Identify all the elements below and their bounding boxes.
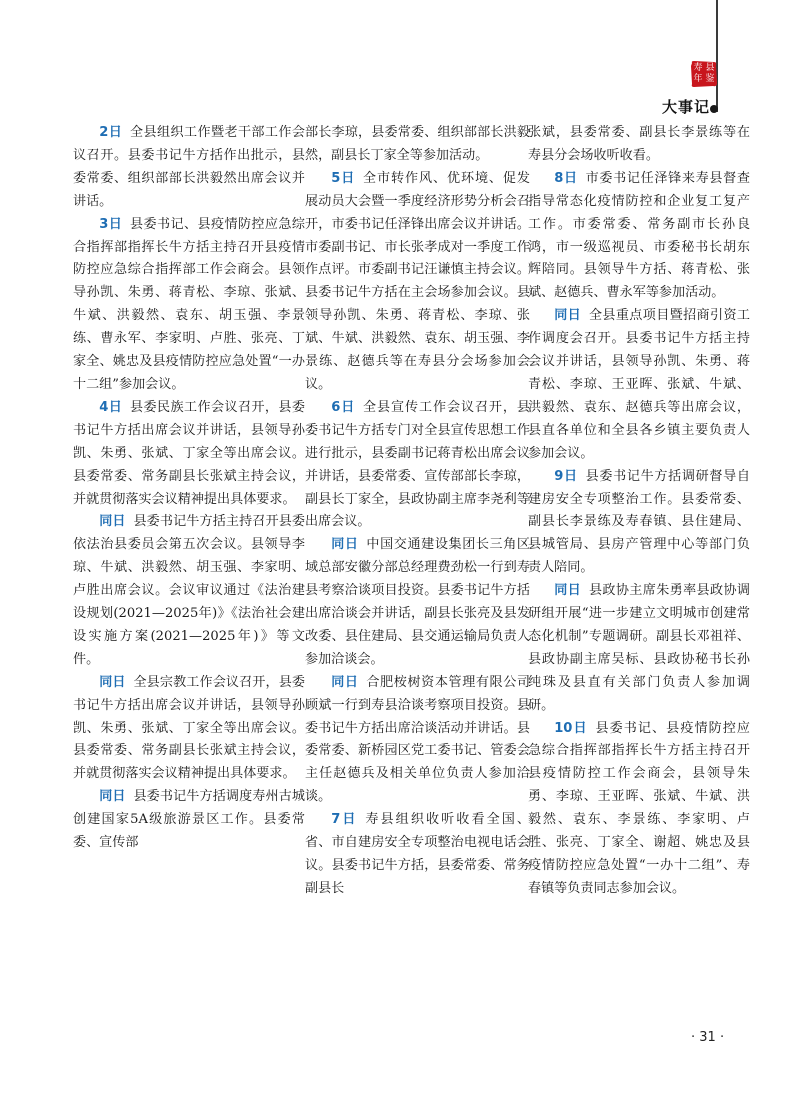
entry-date: 同日 — [331, 674, 359, 690]
entry-date: 同日 — [554, 583, 582, 599]
entry-paragraph — [528, 718, 750, 901]
entry-text: 县委书记、县疫情防控应急综合指挥部指挥长牛方括主持召开县疫情防控工作会商会，县领导朱勇、李琼、王亚晖、张斌、牛斌、洪毅然、袁东、李景练、李家明、卢胜、张亮、丁家全、谢超、姚忠及县疫情防控应急处置“一办十二组”、寿春镇等负责同志参加会议。 — [528, 720, 750, 896]
entry-text: 县委书记牛方括调度寿州古城创建国家5A级旅游景区工作。县委常委、宣传部 — [73, 789, 306, 851]
entry-text: 县政协主席朱勇率县政协调研组开展“进一步建立文明城市创建常态化机制”专题调研。副县长邓祖祥、县政协副主席吴标、县政协秘书长孙纯珠及县直有关部门负责人参加调研。 — [528, 583, 751, 713]
entry-date: 同日 — [331, 537, 359, 553]
entry-paragraph — [73, 397, 305, 512]
entry-paragraph — [73, 672, 305, 787]
entry-paragraph — [305, 672, 530, 809]
entry-text: 寿县组织收听收看全国、省、市自建房安全专项整治电视电话会议。县委书记牛方括，县委常委、常务副县长 — [305, 812, 530, 896]
entry-text: 张斌，县委常委、副县长李景练等在寿县分会场收听收看。 — [528, 125, 750, 163]
section-title: 大事记 — [661, 98, 710, 116]
entry-date: 5日 — [331, 170, 356, 186]
entry-text: 市委书记任泽锋来寿县督查指导常态化疫情防控和企业复工复产工作。市委常委、常务副市长孙良鸿，市一级巡视员、市委秘书长胡东辉陪同。县领导牛方括、蒋青松、张斌、赵德兵、曹永军等参加活动。 — [528, 170, 750, 301]
entry-paragraph — [528, 305, 750, 465]
header-rule — [716, 0, 718, 112]
seal-char: 县 — [705, 63, 715, 73]
seal-char: 年 — [693, 74, 703, 84]
entry-date: 同日 — [99, 514, 126, 530]
entry-text: 县委书记牛方括主持召开县委依法治县委员会第五次会议。县领导李琼、牛斌、洪毅然、胡玉强、李家明、卢胜出席会议。会议审议通过《法治建设规划(2021—2025年)》《法治社会建设实施方案(2021—2025年)》等文件。 — [73, 514, 306, 667]
entry-text: 中国交通建设集团长三角区域总部安徽分部总经理费劲松一行到寿县考察洽谈项目投资。县委书记牛方括出席洽谈会并讲话，副县长张亮及县发改委、县住建局、县交通运输局负责人参加洽谈会。 — [305, 537, 531, 667]
entry-continuation — [305, 122, 530, 168]
entry-text: 县委书记、县疫情防控应急综合指挥部指挥长牛方括主持召开县疫情防控应急综合指挥部工作会商会。县领导孙凯、朱勇、蒋青松、李琼、张斌、牛斌、洪毅然、袁东、胡玉强、李景练、曹永军、李家明、卢胜、张亮、丁家全、姚忠及县疫情防控应急处置“一办十二组”参加会议。 — [73, 216, 305, 392]
entry-text: 全县宗教工作会议召开，县委书记牛方括出席会议并讲话，县领导孙凯、朱勇、张斌、丁家全等出席会议。县委常委、常务副县长张斌主持会议，并就贯彻落实会议精神提出具体要求。 — [73, 674, 306, 782]
entry-text: 全县重点项目暨招商引资工作调度会召开。县委书记牛方括主持会议并讲话，县领导孙凯、朱勇、蒋青松、李琼、王亚晖、张斌、牛斌、洪毅然、袁东、赵德兵等出席会议，县直各单位和全县各乡镇主要负责人参加会议。 — [528, 308, 751, 461]
entry-text: 合肥桉树资本管理有限公司顾斌一行到寿县洽谈考察项目投资。县委书记牛方括出席洽谈活动并讲话。县委常委、新桥园区党工委书记、管委会主任赵德兵及相关单位负责人参加洽谈。 — [305, 674, 531, 805]
text-column-1 — [73, 122, 305, 855]
entry-date: 8日 — [554, 170, 578, 186]
entry-date: 6日 — [331, 399, 356, 415]
entry-date: 同日 — [99, 674, 126, 690]
entry-paragraph — [305, 168, 530, 397]
entry-text: 县委书记牛方括调研督导自建房安全专项整治工作。县委常委、副县长李景练及寿春镇、县住建局、县城管局、县房产管理中心等部门负责人陪同。 — [528, 468, 750, 576]
entry-text: 县委民族工作会议召开，县委书记牛方括出席会议并讲话，县领导孙凯、朱勇、张斌、丁家全等出席会议。县委常委、常务副县长张斌主持会议，并就贯彻落实会议精神提出具体要求。 — [73, 399, 305, 507]
yearbook-seal-icon — [690, 60, 718, 88]
entry-text: 全市转作风、优环境、促发展动员大会暨一季度经济形势分析会召开，市委书记任泽锋出席会议并讲话。市委副书记、市长张孝成对一季度工作作点评。市委副书记汪谦慎主持会议。县委书记牛方括在主会场参加会议。县领导孙凯、朱勇、蒋青松、李琼、张斌、牛斌、洪毅然、袁东、胡玉强、李景练、赵德兵等在寿县分会场参加会议。 — [305, 170, 530, 392]
text-column-3 — [528, 122, 750, 901]
entry-paragraph — [528, 168, 750, 305]
seal-text — [690, 60, 718, 88]
entry-date: 3日 — [99, 216, 123, 232]
entry-text: 部长李琼，县委常委、组织部部长洪毅然，副县长丁家全等参加活动。 — [305, 125, 530, 163]
entry-date: 7日 — [331, 812, 358, 828]
entry-paragraph — [73, 214, 305, 397]
entry-date: 2日 — [99, 125, 123, 140]
entry-paragraph — [528, 466, 750, 581]
entry-date: 同日 — [99, 789, 126, 805]
entry-text: 全县宣传工作会议召开，县委书记牛方括专门对全县宣传思想工作进行批示，县委副书记蒋青松出席会议并讲话，县委常委、宣传部部长李琼，副县长丁家全，县政协副主席李尧利等出席会议。 — [305, 399, 530, 530]
entry-date: 4日 — [99, 399, 123, 415]
entry-paragraph — [305, 397, 530, 534]
entry-paragraph — [305, 534, 530, 671]
entry-paragraph — [305, 809, 530, 901]
seal-char: 鉴 — [705, 74, 715, 84]
entry-text: 全县组织工作暨老干部工作会议召开。县委书记牛方括作出批示，县委常委、组织部部长洪毅然出席会议并讲话。 — [73, 125, 305, 209]
entry-continuation — [528, 122, 750, 168]
page-number: · 31 · — [691, 1030, 725, 1045]
seal-char: 寿 — [693, 63, 703, 73]
entry-date: 同日 — [554, 308, 582, 324]
text-column-2 — [305, 122, 530, 901]
entry-paragraph — [528, 580, 750, 717]
entry-date: 9日 — [554, 468, 578, 484]
header-dot — [710, 105, 718, 113]
entry-paragraph — [73, 786, 305, 855]
entry-paragraph — [73, 122, 305, 214]
entry-paragraph — [73, 511, 305, 671]
entry-date: 10日 — [554, 720, 588, 736]
